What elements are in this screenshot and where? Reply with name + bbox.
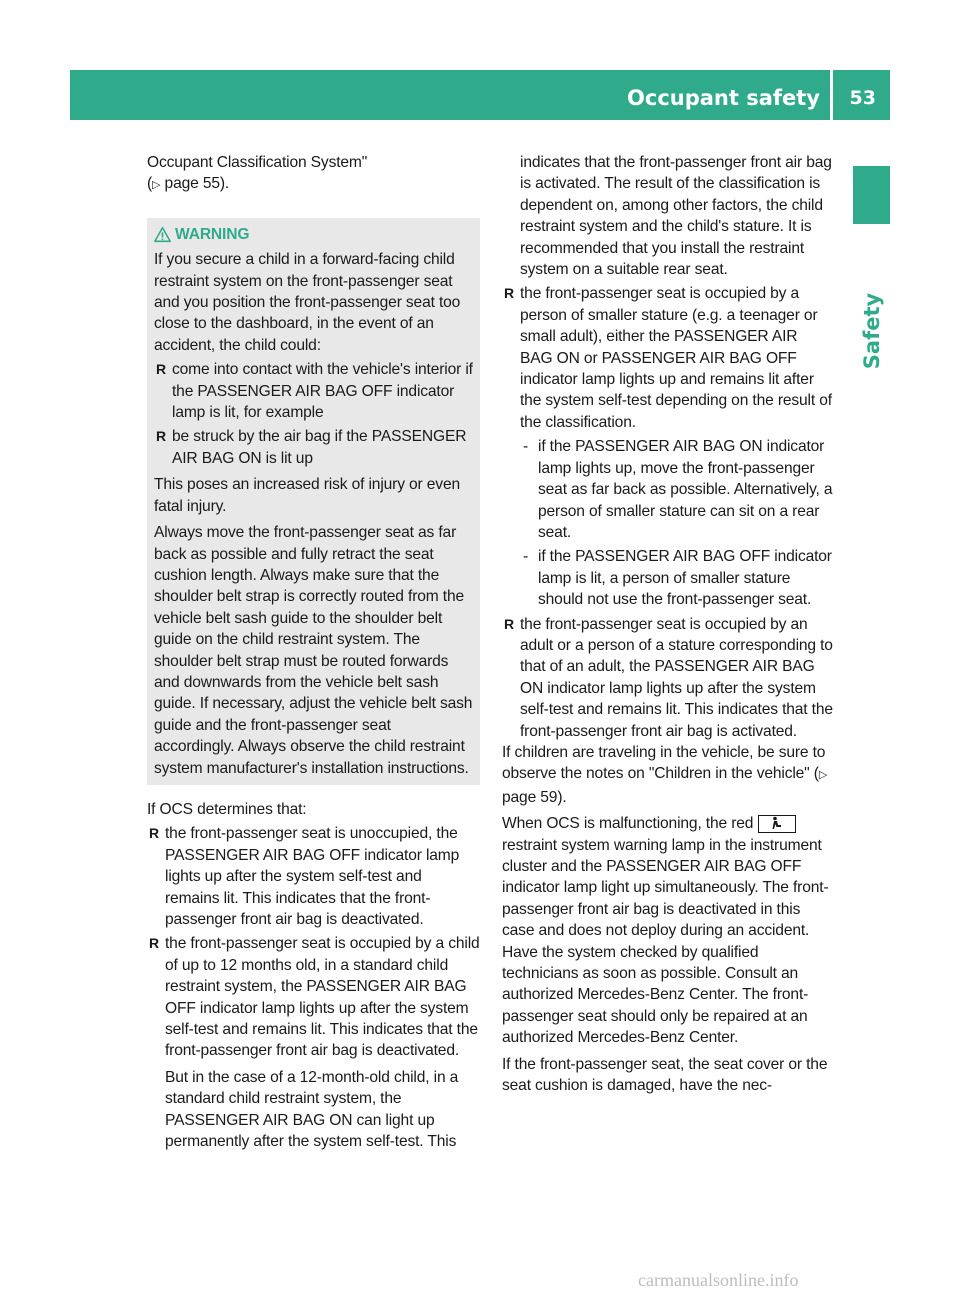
list-item: R the front-passenger seat is occupied by an adult or a person of a stature corresponding to that of an adult, the PASSENGER AIR BAG ON indicator lamp lights up after the system self-test and remains lit. This indicates that the front-passenger front air bag is activated. [504,615,833,740]
damage-note: If the front-passenger seat, the seat cover or the seat cushion is damaged, have the nec- [502,1055,828,1095]
page-number: 53 [849,87,876,109]
page-reference-triangle-icon: ▷ [818,769,828,782]
malfunction-note: When OCS is malfunctioning, the red restraint system warning lamp in the instrument cluster and the PASSENGER AIR BAG OFF indicator lamp light up simultaneously. The front-passenger front air bag is deactivated in this case and does not deploy during an accident. Have the system checked by qualified technicians as soon as possible. Consult an authorized Mercedes-Benz Center. The front-passenger seat should only be repaired at an authorized Mercedes-Benz Center. [502,815,829,1047]
children-note: If children are traveling in the vehicle, be sure to observe the notes on "Children in the vehicle" (▷ page 59). [502,743,828,806]
sub-list-item: - if the PASSENGER AIR BAG OFF indicator lamp is lit, a person of smaller stature should not use the front-passenger seat. [523,548,832,609]
list-item: R the front-passenger seat is occupied by a child of up to 12 months old, in a standard child restraint system, the PASSENGER AIR BAG OFF indicator lamp lights up after the system self-test and remains lit. This indicates that the front-passenger front air bag is deactivated. [149,935,480,1060]
restraint-system-warning-lamp-icon [758,815,796,833]
warning-paragraph: Always move the front-passenger seat as far back as possible and fully retract the seat cushion length. Always make sure that the shoulder belt strap is correctly routed from the vehicle belt sash guide to the shoulder belt guide on the child restraint system. The shoulder belt strap must be routed forwards and downwards from the vehicle belt sash guide. If necessary, adjust the vehicle belt sash guide and the front-passenger seat accordingly. Always observe the child restraint system manufacturer's installation instructions. [154,524,473,777]
chapter-tab [853,166,890,224]
warning-paragraph: If you secure a child in a forward-facing child restraint system on the front-passenger seat and you position the front-passenger seat too close to the dashboard, in the event of an accident, the child could: [154,251,461,354]
page-reference-link[interactable]: page 55). [164,175,230,193]
warning-triangle-icon [154,226,171,243]
list-continuation: indicates that the front-passenger front air bag is activated. The result of the classification is dependent on, among other factors, the child restraint system and the child's stature. It is recommended that you install the restraint system on a suitable rear seat. [520,154,832,279]
page-reference-link[interactable]: page 59). [502,788,567,806]
section-title: Occupant safety [627,86,820,110]
intro-text: Occupant Classification System" (▷ page 55). [147,154,368,193]
list-item: R come into contact with the vehicle's interior if the PASSENGER AIR BAG OFF indicator lamp is lit, for example [156,361,473,422]
warning-heading: WARNING [154,224,475,245]
warning-paragraph: This poses an increased risk of injury or even fatal injury. [154,476,460,515]
left-column [147,152,480,1152]
header-divider [830,70,833,120]
warning-box [147,218,480,785]
watermark: carmanualsonline.info [638,1270,799,1290]
list-item: R be struck by the air bag if the PASSENGER AIR BAG ON is lit up [156,428,467,467]
list-item: R the front-passenger seat is occupied by a person of smaller stature (e.g. a teenager or small adult), either the PASSENGER AIR BAG ON or PASSENGER AIR BAG OFF indicator lamp lights up and remains lit after the system self-test depending on the result of the classification. [504,285,832,431]
chapter-label: Safety [860,292,884,370]
page-header [70,70,890,120]
page-reference-triangle-icon: ▷ [152,179,161,192]
right-column [502,152,834,1096]
ocs-intro: If OCS determines that: [147,800,307,818]
sub-list-item: - if the PASSENGER AIR BAG ON indicator lamp lights up, move the front-passenger seat as far back as possible. Alternatively, a person of smaller stature can sit on a rear seat. [523,438,833,541]
list-continuation: But in the case of a 12-month-old child, in a standard child restraint system, the PASSENGER AIR BAG ON can light up permanently after the system self-test. This [165,1068,459,1151]
list-item: R the front-passenger seat is unoccupied, the PASSENGER AIR BAG OFF indicator lamp lights up after the system self-test and remains lit. This indicates that the front-passenger front air bag is deactivated. [149,825,460,928]
